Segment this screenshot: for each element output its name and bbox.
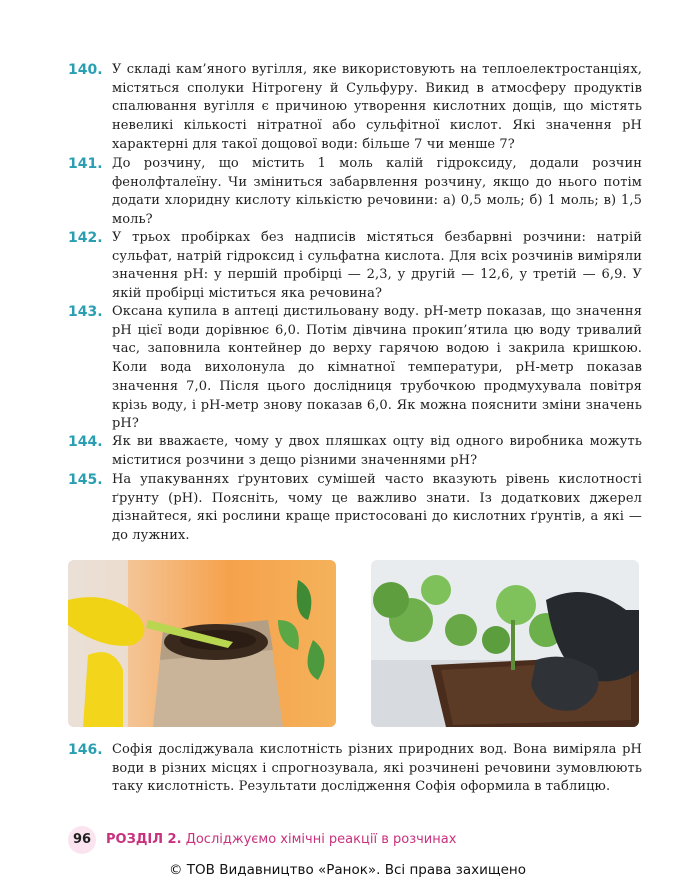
- problem-text: Оксана купила в аптеці дистильовану воду. pH-метр показав, що значення pH цієї води дорівнює 6,0. Потім дівчина прокип’ятила цю воду тривалий час, заповнила контейнер до верху гарячою водою і закрила кришкою. Коли вода вихолонула до кімнатної температури, pH-метр показав значення 7,0. Після цього дослідниця трубочкою продмухувала повітря крізь воду, і pH-метр знову показав 6,0. Як можна пояснити зміни значень pH?: [112, 304, 642, 432]
- problem-number: 146.: [68, 742, 103, 758]
- problem-144: [68, 433, 642, 470]
- problem-145: [68, 471, 642, 546]
- problem-146: [68, 741, 642, 797]
- problem-number: 144.: [68, 434, 103, 450]
- soil-bag-photo: [68, 560, 336, 727]
- section-name: Досліджуємо хімічні реакції в розчинах: [185, 832, 457, 847]
- problem-text: До розчину, що містить 1 моль калій гідроксиду, додали розчин фенолфталеїну. Чи зміниться забарвлення розчину, якщо до нього потім додати хлоридну кислоту кількістю речовини: а) 0,5 моль; б) 1 моль; в) 1,5 моль?: [112, 156, 642, 228]
- section-label: РОЗДІЛ 2.: [106, 832, 182, 847]
- problem-text: Як ви вважаєте, чому у двох пляшках оцту від одного виробника можуть міститися розчини з дещо різними значеннями pH?: [112, 434, 642, 468]
- problem-number: 141.: [68, 156, 103, 172]
- problem-number: 143.: [68, 304, 103, 320]
- problem-number: 142.: [68, 230, 103, 246]
- problem-143: [68, 303, 642, 434]
- problem-text: У складі кам’яного вугілля, яке використовують на теплоелектростанціях, містяться сполуки Нітрогену й Сульфуру. Викид в атмосферу продуктів спалювання вугілля є причиною утворення кислотних дощів, що містять невеликі кількості нітратної або сульфітної кислот. Які значення pH характерні для такої дощової води: більше 7 чи менше 7?: [112, 62, 642, 152]
- problem-142: [68, 229, 642, 304]
- page-number: 96: [68, 826, 96, 854]
- problem-text: На упакуваннях ґрунтових сумішей часто вказують рівень кислотності ґрунту (pH). Поясніть, чому це важливо знати. Із додаткових джерел дізнайтеся, які рослини краще пристосовані до кислотних ґрунтів, а які — до лужних.: [112, 472, 642, 544]
- problem-text: Софія досліджувала кислотність різних природних вод. Вона виміряла pH води в різних місцях і спрогнозувала, які розчинені речовини зумовлюють таку кислотність. Результати дослідження Софія оформила в таблицю.: [112, 742, 642, 795]
- problem-number: 140.: [68, 62, 103, 78]
- problem-number: 145.: [68, 472, 103, 488]
- problem-140: [68, 61, 642, 155]
- section-title: [106, 832, 456, 847]
- problem-text: У трьох пробірках без надписів містяться безбарвні розчини: натрій сульфат, натрій гідроксид і сульфатна кислота. Для всіх розчинів виміряли значення pH: у першій пробірці — 2,3, у другій — 12,6, у третій — 6,9. У якій пробірці міститься яка речовина?: [112, 230, 642, 302]
- copyright-notice: © ТОВ Видавництво «Ранок». Всі права захищено: [169, 862, 526, 878]
- seedling-planting-photo: [371, 560, 639, 727]
- problem-141: [68, 155, 642, 230]
